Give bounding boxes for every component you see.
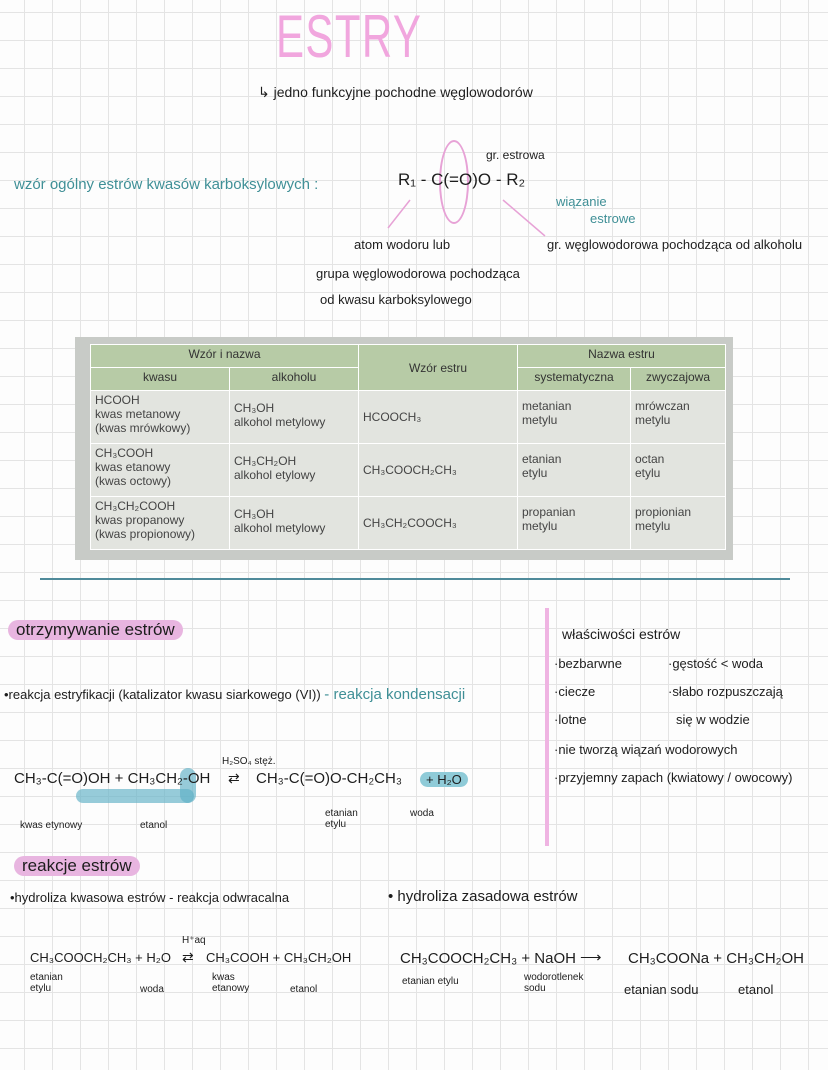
alcohol-name: alkohol etylowy [234, 468, 316, 482]
label: etanian etylu [30, 972, 63, 994]
header-ester-formula: Wzór estru [359, 345, 518, 391]
systematic-cell [518, 497, 631, 550]
alcohol-formula: CH₃OH [234, 507, 275, 521]
common-1: propionian [635, 505, 692, 519]
acid-eq-left: CH₃COOCH₂CH₃ + H₂O [30, 950, 171, 965]
label: wodorotlenek sodu [524, 972, 584, 994]
label: etanol [290, 984, 318, 995]
label-acid: kwas etynowy [20, 820, 83, 831]
systematic-2: metylu [522, 519, 558, 533]
acid-common: (kwas propionowy) [95, 527, 196, 541]
property: ·lotne [554, 712, 587, 727]
esterification-text: •reakcja estryfikacji (katalizator kwasu siarkowego (VI)) [4, 687, 321, 702]
acid-name: kwas propanowy [95, 513, 185, 527]
acid-formula: CH₃COOH [95, 446, 154, 460]
common-2: etylu [635, 466, 661, 480]
r1-note-3: od kwasu karboksylowego [320, 292, 472, 307]
base-eq-left: CH₃COOCH₂CH₃ + NaOH [400, 950, 576, 967]
alcohol-name: alkohol metylowy [234, 415, 326, 429]
ester-formula: HCOOCH₃ [359, 391, 518, 444]
water-product: + H₂O [420, 772, 468, 787]
property: ·bezbarwne [554, 656, 622, 671]
esterification-left: CH₃-C(=O)OH + CH₃CH₂-OH [14, 770, 211, 787]
general-formula: R₁ - C(=O)O - R₂ [398, 170, 526, 189]
acid-name: kwas metanowy [95, 407, 181, 421]
ester-formula: CH₃COOCH₂CH₃ [359, 444, 518, 497]
subtitle-text: jedno funkcyjne pochodne węglowodorów [273, 84, 533, 100]
condensation-text: - reakcja kondensacji [324, 686, 466, 703]
ester-group-label: gr. estrowa [486, 148, 545, 162]
r2-note: gr. węglowodorowa pochodząca od alkoholu [547, 237, 803, 252]
alcohol-cell [230, 391, 359, 444]
property: ·gęstość < woda [668, 656, 764, 671]
systematic-1: propanian [522, 505, 576, 519]
label: woda [140, 984, 164, 995]
label-ethanol: etanol [140, 820, 168, 831]
header-systematic: systematyczna [518, 368, 631, 391]
equilibrium-arrow: ⇄ [182, 949, 194, 965]
systematic-2: metylu [522, 413, 558, 427]
systematic-1: metanian [522, 399, 572, 413]
section-divider [40, 578, 790, 580]
alcohol-name: alkohol metylowy [234, 521, 326, 535]
common-1: octan [635, 452, 665, 466]
header-acid: kwasu [91, 368, 230, 391]
obtaining-heading: otrzymywanie estrów [8, 620, 183, 640]
table-row [91, 497, 726, 550]
common-2: metylu [635, 413, 671, 427]
r1-note-2: grupa węglowodorowa pochodząca [316, 266, 520, 281]
acid-common: (kwas mrówkowy) [95, 421, 191, 435]
bond-label-1: wiązanie [556, 194, 607, 209]
label: etanian sodu [624, 982, 699, 997]
systematic-cell [518, 391, 631, 444]
acid-cell [91, 497, 230, 550]
header-formula-name: Wzór i nazwa [91, 345, 359, 368]
systematic-2: etylu [522, 466, 548, 480]
esterification-line [4, 686, 465, 703]
property: ·ciecze [554, 684, 596, 699]
acid-formula: CH₃CH₂COOH [95, 499, 176, 513]
property: ·nie tworzą wiązań wodorowych [554, 742, 738, 757]
acid-cell [91, 391, 230, 444]
header-ester-name: Nazwa estru [518, 345, 726, 368]
properties-heading: właściwości estrów [562, 626, 681, 642]
reactions-heading: reakcje estrów [14, 856, 140, 876]
arrows [0, 0, 828, 260]
bond-label-2: estrowe [590, 211, 636, 226]
general-formula-label: wzór ogólny estrów kwasów karboksylowych : [14, 176, 319, 193]
common-cell [631, 444, 726, 497]
property: się w wodzie [676, 712, 750, 727]
acid-common: (kwas octowy) [95, 474, 172, 488]
ester-formula: CH₃CH₂COOCH₃ [359, 497, 518, 550]
acid-eq-right: CH₃COOH + CH₃CH₂OH [206, 950, 352, 965]
label: kwas etanowy [212, 972, 250, 994]
subtitle: ↳ jedno funkcyjne pochodne węglowodorów [258, 84, 533, 100]
equilibrium-arrow: ⇄ [228, 770, 240, 786]
label-ester: etanian etylu [325, 808, 358, 830]
table-row [91, 444, 726, 497]
common-cell [631, 497, 726, 550]
label: etanol [738, 982, 774, 997]
acid-formula: HCOOH [95, 393, 140, 407]
catalyst-label: H₂SO₄ stęż. [222, 756, 276, 767]
r1-note-1: atom wodoru lub [354, 237, 451, 252]
label: etanian etylu [402, 976, 459, 987]
systematic-cell [518, 444, 631, 497]
systematic-1: etanian [522, 452, 562, 466]
arrow-r2 [503, 200, 545, 236]
esterification-right: CH₃-C(=O)O-CH₂CH₃ [256, 770, 402, 787]
acid-name: kwas etanowy [95, 460, 171, 474]
label-water: woda [410, 808, 434, 819]
alcohol-formula: CH₃CH₂OH [234, 454, 297, 468]
property: ·słabo rozpuszczają [668, 684, 783, 699]
alcohol-cell [230, 497, 359, 550]
base-hydrolysis-title: • hydroliza zasadowa estrów [388, 888, 578, 905]
arrow-r1 [388, 200, 410, 228]
page-title: ESTRY [276, 3, 423, 70]
common-2: metylu [635, 519, 671, 533]
property: ·przyjemny zapach (kwiatowy / owocowy) [554, 770, 793, 785]
column-divider [545, 608, 549, 846]
common-1: mrówczan [635, 399, 690, 413]
common-cell [631, 391, 726, 444]
ester-table [90, 344, 726, 550]
oh-highlight [76, 789, 194, 803]
base-eq-right: CH₃COONa + CH₃CH₂OH [628, 950, 804, 967]
acid-catalyst: H⁺aq [182, 935, 206, 946]
header-alcohol: alkoholu [230, 368, 359, 391]
arrow: ⟶ [580, 949, 602, 966]
acid-cell [91, 444, 230, 497]
alcohol-formula: CH₃OH [234, 401, 275, 415]
table-row [91, 391, 726, 444]
header-common: zwyczajowa [631, 368, 726, 391]
alcohol-cell [230, 444, 359, 497]
acid-hydrolysis-title: •hydroliza kwasowa estrów - reakcja odwracalna [10, 890, 290, 905]
